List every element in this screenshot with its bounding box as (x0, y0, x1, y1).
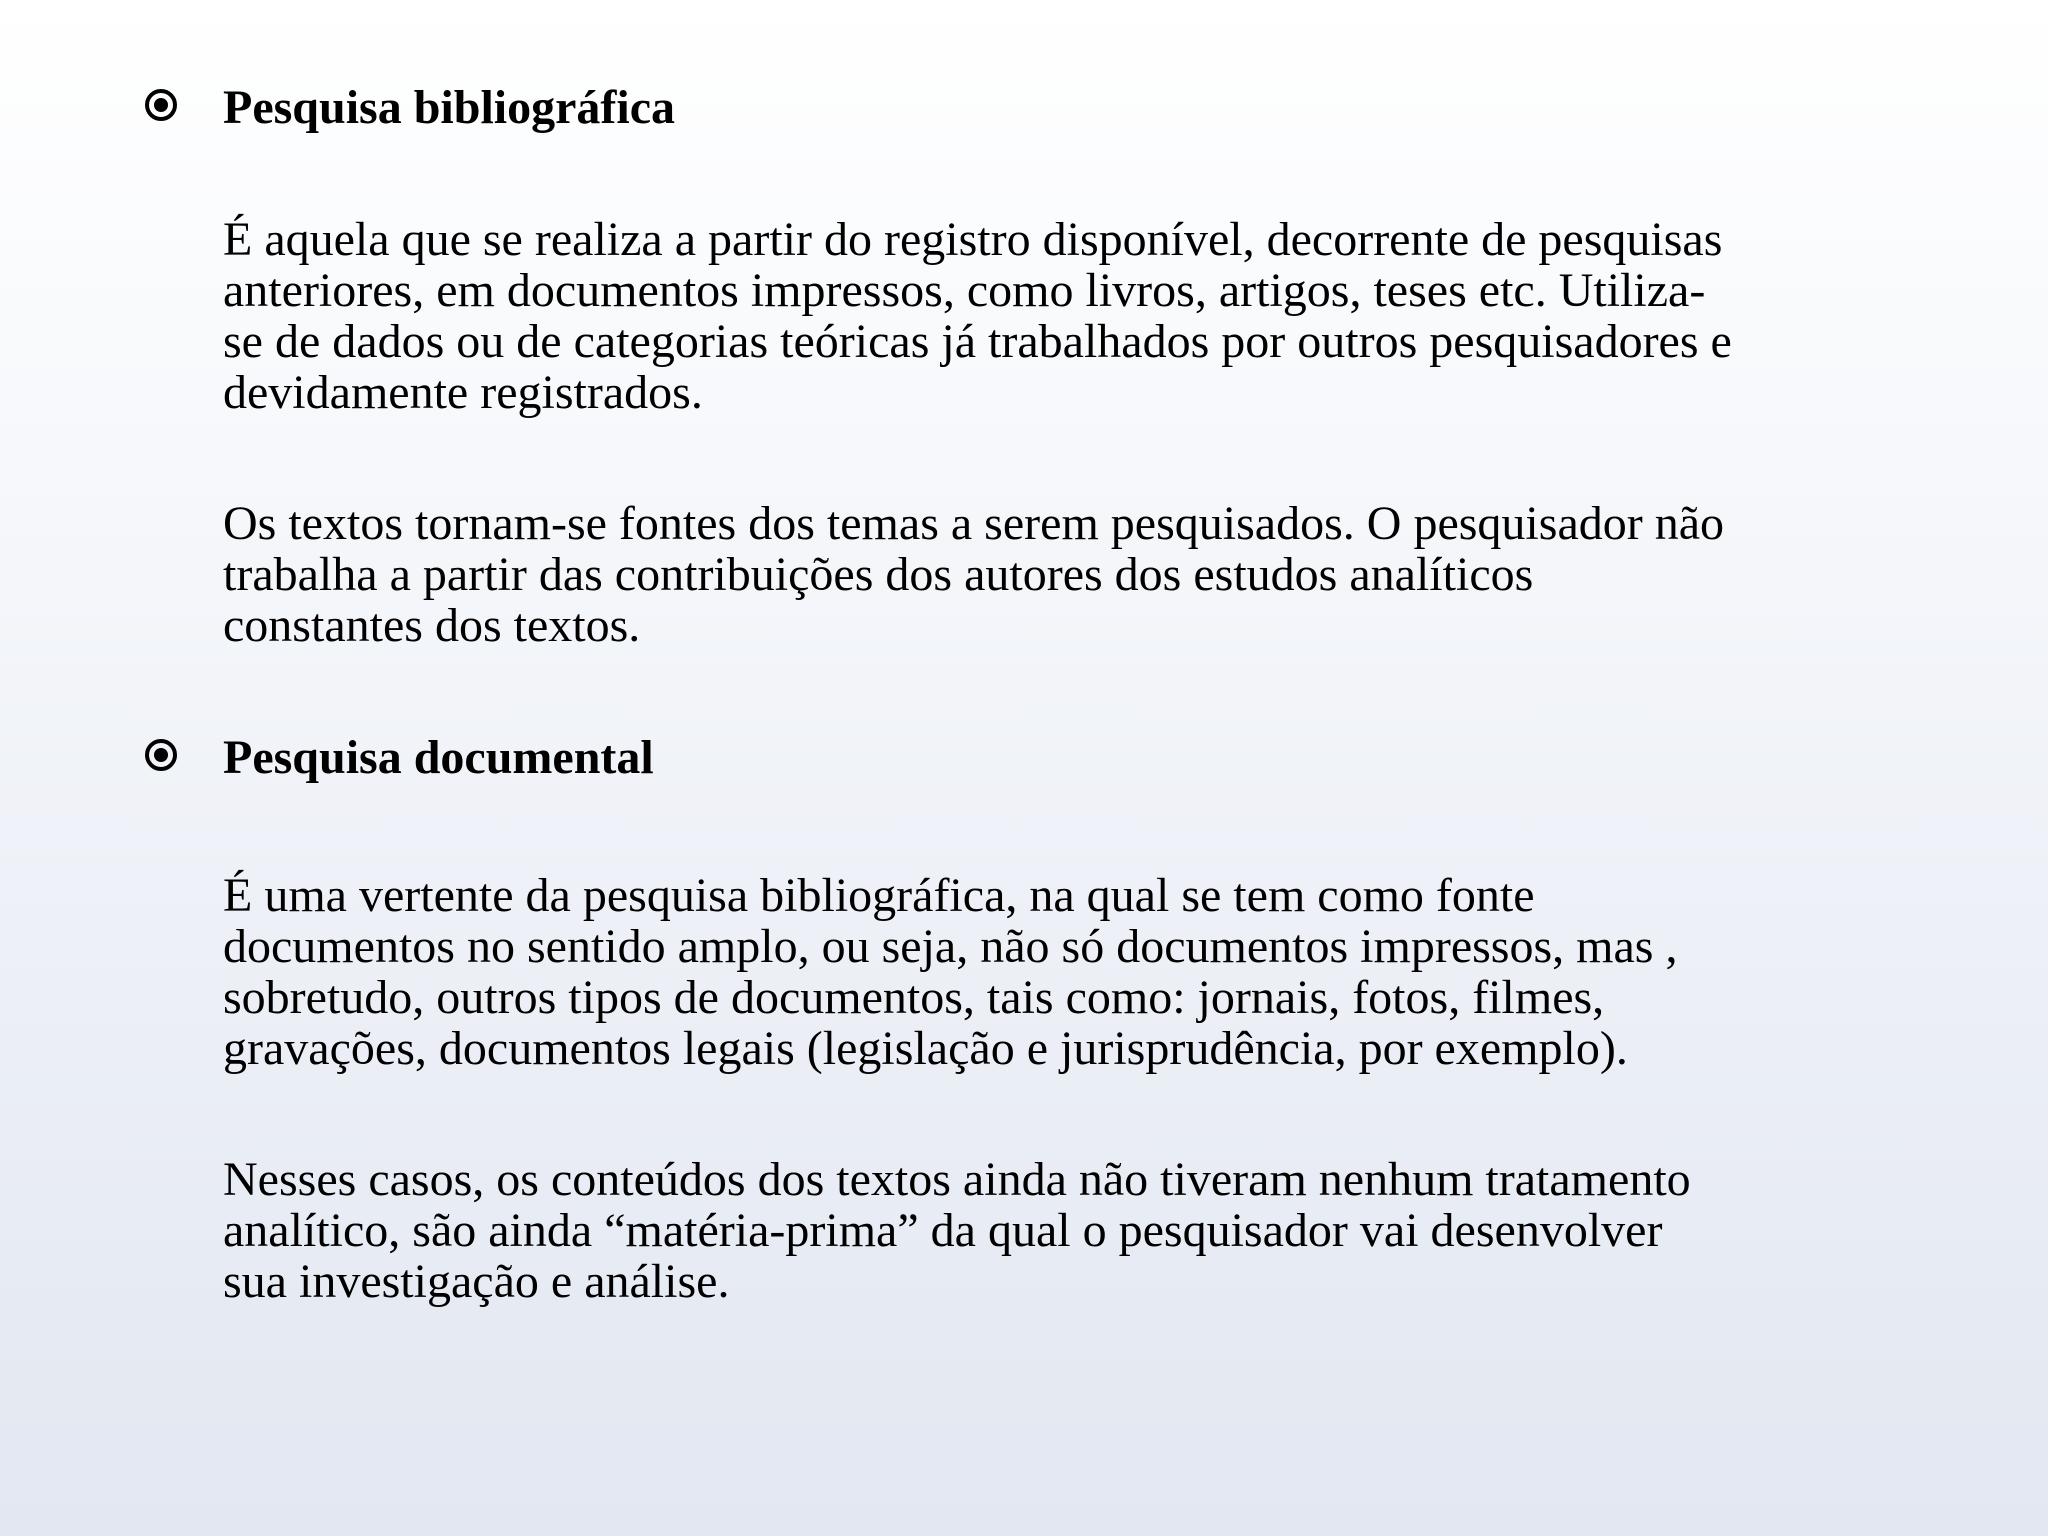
section-heading: Pesquisa bibliográfica (223, 81, 676, 134)
text-line: Nesses casos, os conteúdos dos textos ainda não tiveram nenhum tratamento (223, 1153, 1691, 1206)
radio-bullet-icon (145, 89, 177, 121)
paragraph (223, 870, 1963, 1074)
text-line: É uma vertente da pesquisa bibliográfica, na qual se tem como fonte (223, 869, 1535, 922)
paragraph (223, 214, 1963, 418)
text-line: É aquela que se realiza a partir do registro disponível, decorrente de pesquisas (223, 213, 1723, 266)
text-line: sua investigação e análise. (223, 1255, 730, 1308)
text-line: devidamente registrados. (223, 366, 703, 419)
text-line: trabalha a partir das contribuições dos autores dos estudos analíticos (223, 548, 1534, 601)
paragraph (223, 1154, 1963, 1307)
text-line: Os textos tornam-se fontes dos temas a serem pesquisados. O pesquisador não (223, 497, 1725, 550)
text-line: se de dados ou de categorias teóricas já trabalhados por outros pesquisadores e (223, 315, 1732, 368)
text-line: sobretudo, outros tipos de documentos, tais como: jornais, fotos, filmes, (223, 971, 1605, 1024)
text-line: gravações, documentos legais (legislação e jurisprudência, por exemplo). (223, 1022, 1628, 1075)
text-line: analítico, são ainda “matéria-prima” da qual o pesquisador vai desenvolver (223, 1204, 1663, 1257)
section-heading: Pesquisa documental (223, 731, 654, 784)
text-line: documentos no sentido amplo, ou seja, não só documentos impressos, mas , (223, 920, 1678, 973)
text-line: anteriores, em documentos impressos, como livros, artigos, teses etc. Utiliza- (223, 264, 1706, 317)
paragraph (223, 498, 1963, 651)
radio-bullet-icon (145, 739, 177, 771)
text-line: constantes dos textos. (223, 599, 641, 652)
